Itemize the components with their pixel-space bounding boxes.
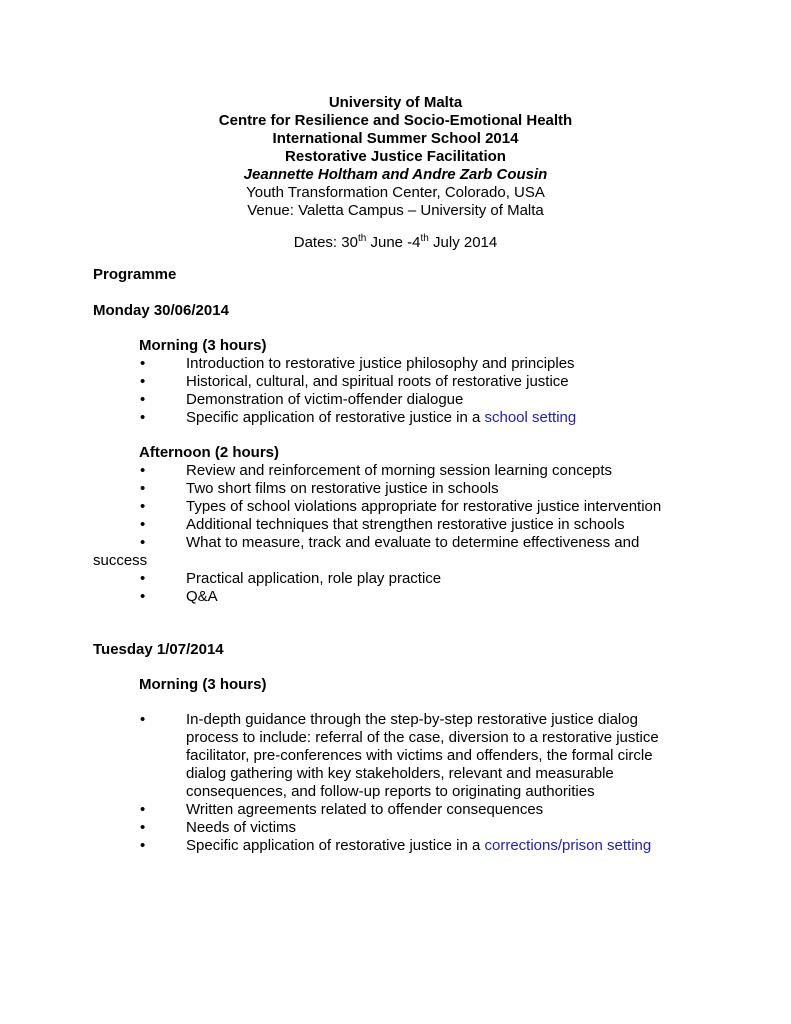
list-item: • Types of school violations appropriate for restorative justice intervention	[140, 498, 661, 516]
monday-afternoon-heading: Afternoon (2 hours)	[139, 444, 279, 461]
tuesday-morning-heading: Morning (3 hours)	[139, 676, 267, 693]
venue: Venue: Valetta Campus – University of Malta	[247, 202, 544, 219]
list-item: • Historical, cultural, and spiritual roots of restorative justice	[140, 373, 576, 391]
list-item: • Q&A	[140, 588, 441, 606]
school-name: International Summer School 2014	[272, 130, 519, 147]
list-item: • Needs of victims	[140, 819, 682, 837]
dates-mid: June -4	[366, 234, 421, 251]
programme-label: Programme	[93, 266, 177, 283]
list-item	[140, 409, 576, 427]
corrections-prison-setting-link[interactable]: corrections/prison setting	[484, 837, 652, 854]
tuesday-morning-list	[140, 711, 682, 855]
monday-afternoon-list-cont	[140, 570, 441, 606]
university-name: University of Malta	[328, 94, 463, 111]
list-item-text: Specific application of restorative justice in a	[186, 837, 485, 854]
list-item: • In-depth guidance through the step-by-step restorative justice dialog process to include: referral of the case, diversion to a restorative justice facilitator, pre-conferences with victims and offenders, the formal circle dialog gathering with key stakeholders, relevant and measurable consequences, and follow-up reports to originating authorities	[140, 711, 682, 801]
monday-morning-heading: Morning (3 hours)	[139, 337, 267, 354]
monday-title: Monday 30/06/2014	[93, 302, 229, 319]
dates-sup-1: th	[357, 233, 367, 244]
centre-name: Centre for Resilience and Socio-Emotional Health	[218, 112, 573, 129]
list-item: • Review and reinforcement of morning session learning concepts	[140, 462, 661, 480]
list-item-text: Specific application of restorative justice in a	[186, 409, 485, 426]
list-item	[140, 837, 682, 855]
dates-suffix: July 2014	[428, 234, 498, 251]
facilitators: Jeannette Holtham and Andre Zarb Cousin	[243, 166, 548, 183]
list-item-continuation: success	[93, 552, 148, 569]
monday-afternoon-list	[140, 462, 661, 552]
list-item: • Practical application, role play practice	[140, 570, 441, 588]
list-item: • Additional techniques that strengthen restorative justice in schools	[140, 516, 661, 534]
tuesday-title: Tuesday 1/07/2014	[93, 641, 224, 658]
list-item: • Introduction to restorative justice philosophy and principles	[140, 355, 576, 373]
document-header	[0, 94, 791, 252]
dates-prefix: Dates: 30	[293, 234, 358, 251]
school-setting-link[interactable]: school setting	[484, 409, 577, 426]
list-item: • Written agreements related to offender consequences	[140, 801, 682, 819]
list-item: • What to measure, track and evaluate to determine effectiveness and	[140, 534, 661, 552]
dates-sup-2: th	[420, 233, 429, 244]
dates-line	[0, 234, 791, 252]
course-title: Restorative Justice Facilitation	[285, 148, 506, 165]
list-item: • Two short films on restorative justice in schools	[140, 480, 661, 498]
organization: Youth Transformation Center, Colorado, USA	[246, 184, 545, 201]
list-item: • Demonstration of victim-offender dialogue	[140, 391, 576, 409]
monday-morning-list	[140, 355, 576, 427]
